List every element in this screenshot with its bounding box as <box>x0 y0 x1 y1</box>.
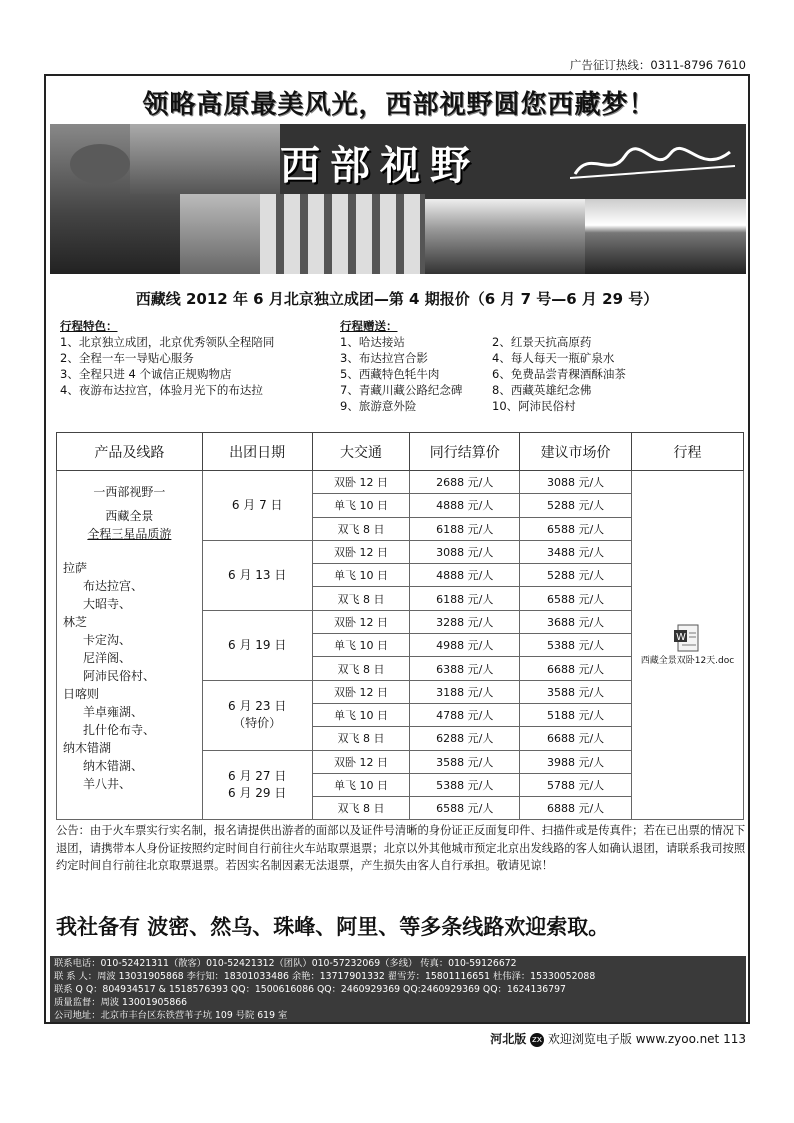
contact-line: 质量监督：周波 13001905866 <box>54 997 188 1008</box>
gift-item: 10、阿沛民俗村 <box>492 399 576 413</box>
route-stop: 大昭寺、 <box>83 597 132 611</box>
market-price-cell: 3488 元/人 <box>520 540 632 563</box>
transport-cell: 单飞 10 日 <box>312 703 410 726</box>
gift-item: 4、每人每天一瓶矿泉水 <box>492 351 615 365</box>
transport-cell: 双飞 8 日 <box>312 587 410 610</box>
departure-date-cell <box>202 471 312 541</box>
brand-logo-text: 西部视野 <box>280 142 480 189</box>
prayer-wheels-photo <box>260 194 425 274</box>
departure-date: 6 月 27 日 <box>228 769 287 783</box>
product-line: 全程三星品质游 <box>87 527 172 541</box>
contact-line: 公司地址：北京市丰台区东铁营苇子坑 109 号院 619 室 <box>54 1010 288 1021</box>
feature-item: 3、全程只进 4 个诚信正规购物店 <box>60 367 232 381</box>
market-price-cell: 3988 元/人 <box>520 750 632 773</box>
col-header-market-price: 建议市场价 <box>520 433 632 471</box>
price-period-title: 西藏线 2012 年 6 月北京独立成团—第 4 期报价（6 月 7 号—6 月 29 号） <box>135 290 659 308</box>
fur-hat-shape <box>70 144 130 184</box>
route-stop: 阿沛民俗村、 <box>83 669 156 683</box>
snow-mountain-lake-photo <box>585 199 746 274</box>
market-price-cell: 6688 元/人 <box>520 727 632 750</box>
feature-item: 1、北京独立成团，北京优秀领队全程陪同 <box>60 335 275 349</box>
footer-text: 欢迎浏览电子版 www.zyoo.net <box>547 1032 720 1046</box>
trade-price-cell: 4888 元/人 <box>410 564 520 587</box>
contact-line: 联系 Q Q：804934517 & 1518576393 QQ：1500616086 QQ：2460929369 QQ:2460929369 QQ：1624136797 <box>54 984 566 995</box>
transport-cell: 双飞 8 日 <box>312 797 410 820</box>
banner-photo-strip <box>50 124 746 274</box>
col-header-date: 出团日期 <box>202 433 312 471</box>
trade-price-cell: 4788 元/人 <box>410 703 520 726</box>
trade-price-cell: 3588 元/人 <box>410 750 520 773</box>
trade-price-cell: 3288 元/人 <box>410 610 520 633</box>
zx-badge-icon: zx <box>532 1034 543 1045</box>
market-price-cell: 6588 元/人 <box>520 587 632 610</box>
brand-signature-logo <box>570 144 740 184</box>
transport-cell: 双卧 12 日 <box>312 750 410 773</box>
gifts-title: 行程赠送： <box>340 319 398 333</box>
departure-date-cell <box>202 680 312 750</box>
gift-item: 7、青藏川藏公路纪念碑 <box>340 383 463 397</box>
departure-date: 6 月 19 日 <box>228 637 287 652</box>
trade-price-cell: 6188 元/人 <box>410 587 520 610</box>
table-row <box>57 471 744 494</box>
route-stop: 纳木错湖、 <box>83 759 144 773</box>
transport-cell: 单飞 10 日 <box>312 494 410 517</box>
route-stop: 尼洋阁、 <box>83 651 132 665</box>
departure-date-cell <box>202 610 312 680</box>
route-stop: 布达拉宫、 <box>83 579 144 593</box>
transport-cell: 双飞 8 日 <box>312 727 410 750</box>
notice-text: 公告：由于火车票实行实名制，报名请提供出游者的面部以及证件号清晰的身份证正反面复印件、扫描件或是传真件；若在已出票的情况下退团，请携带本人身份证按照约定时间自行前往火车站取票退票；北京以外其他城市预定北京出发线路的客人如确认退团，请联系我司按照约定时间自行前往北京取票退票。若因实名制因素无法退票，产生损失由客人自行承担。敬请见谅！ <box>56 824 746 872</box>
route-stop: 卡定沟、 <box>83 633 132 647</box>
ad-frame <box>44 74 750 1024</box>
gift-item: 9、旅游意外险 <box>340 399 417 413</box>
route-stop: 纳木错湖 <box>63 741 112 755</box>
transport-cell: 单飞 10 日 <box>312 634 410 657</box>
product-route-cell <box>57 471 203 820</box>
gift-item: 6、免费品尝青稞酒酥油茶 <box>492 367 626 381</box>
mountain-lake-photo <box>425 199 585 274</box>
transport-cell: 双卧 12 日 <box>312 540 410 563</box>
route-stop: 林芝 <box>63 615 88 629</box>
market-price-cell: 6588 元/人 <box>520 517 632 540</box>
feature-item: 4、夜游布达拉宫，体验月光下的布达拉 <box>60 383 263 397</box>
col-header-itinerary: 行程 <box>631 433 743 471</box>
departure-date: 6 月 23 日 <box>228 699 287 714</box>
price-table <box>56 432 744 820</box>
features-title: 行程特色： <box>60 319 118 333</box>
routes-promo: 我社备有 波密、然乌、珠峰、阿里、等多条线路欢迎索取。 <box>56 915 610 939</box>
itinerary-cell <box>631 471 743 820</box>
trade-price-cell: 3088 元/人 <box>410 540 520 563</box>
transport-cell: 双卧 12 日 <box>312 680 410 703</box>
product-line: 西藏全景 <box>105 509 154 523</box>
gifts-block-col2 <box>492 334 626 414</box>
edition-label: 河北版 <box>490 1032 527 1046</box>
market-price-cell: 6888 元/人 <box>520 797 632 820</box>
gift-item: 1、哈达接站 <box>340 335 405 349</box>
market-price-cell: 3688 元/人 <box>520 610 632 633</box>
trade-price-cell: 4988 元/人 <box>410 634 520 657</box>
contact-line: 联系电话：010-52421311（散客）010-52421312（团队）010-57232069（多线） 传真：010-59126672 <box>54 958 517 969</box>
market-price-cell: 5288 元/人 <box>520 494 632 517</box>
potala-palace-photo <box>130 124 280 194</box>
gift-item: 3、布达拉宫合影 <box>340 351 428 365</box>
page-number: 113 <box>723 1032 746 1046</box>
gift-item: 2、红景天抗高原药 <box>492 335 592 349</box>
gifts-block-col1 <box>340 318 462 414</box>
route-stop: 扎什伦布寺、 <box>83 723 156 737</box>
col-header-trade-price: 同行结算价 <box>410 433 520 471</box>
attachment-filename: 西藏全景双卧12天.doc <box>640 655 735 666</box>
transport-cell: 双飞 8 日 <box>312 657 410 680</box>
contact-bar <box>50 956 746 1022</box>
transport-cell: 单飞 10 日 <box>312 564 410 587</box>
departure-note: 6 月 29 日 <box>228 786 287 800</box>
transport-cell: 双卧 12 日 <box>312 471 410 494</box>
trade-price-cell: 5388 元/人 <box>410 773 520 796</box>
col-header-transport: 大交通 <box>312 433 410 471</box>
gift-item: 5、西藏特色牦牛肉 <box>340 367 440 381</box>
word-document-icon <box>674 624 700 652</box>
transport-cell: 单飞 10 日 <box>312 773 410 796</box>
market-price-cell: 5788 元/人 <box>520 773 632 796</box>
gift-item: 8、西藏英雄纪念佛 <box>492 383 592 397</box>
feature-item: 2、全程一车一导贴心服务 <box>60 351 194 365</box>
features-block <box>60 318 274 398</box>
departure-date: 6 月 13 日 <box>228 567 287 582</box>
trade-price-cell: 6188 元/人 <box>410 517 520 540</box>
lake-photo-1 <box>180 194 260 274</box>
departure-note: （特价） <box>233 716 282 731</box>
trade-price-cell: 6588 元/人 <box>410 797 520 820</box>
market-price-cell: 5388 元/人 <box>520 634 632 657</box>
trade-price-cell: 3188 元/人 <box>410 680 520 703</box>
departure-date-cell <box>202 540 312 610</box>
headline: 领略高原最美风光，西部视野圆您西藏梦！ <box>142 90 656 120</box>
trade-price-cell: 6388 元/人 <box>410 657 520 680</box>
page-footer <box>490 1030 746 1047</box>
route-stop: 日喀则 <box>63 687 100 701</box>
market-price-cell: 6688 元/人 <box>520 657 632 680</box>
market-price-cell: 3088 元/人 <box>520 471 632 494</box>
contact-line: 联 系 人：周波 13031905868 李行知：18301033486 余艳：13717901332 翟雪芳：15801116651 杜伟泽：15330052088 <box>54 971 596 982</box>
svg-text:W: W <box>676 631 687 643</box>
transport-cell: 双卧 12 日 <box>312 610 410 633</box>
route-stop: 羊卓雍湖、 <box>83 705 144 719</box>
trade-price-cell: 2688 元/人 <box>410 471 520 494</box>
market-price-cell: 5288 元/人 <box>520 564 632 587</box>
col-header-product: 产品及线路 <box>57 433 203 471</box>
table-header-row <box>57 433 744 471</box>
itinerary-doc-attachment[interactable] <box>637 624 737 667</box>
departure-date-cell <box>202 750 312 820</box>
product-brand: 一西部视野一 <box>93 485 166 499</box>
market-price-cell: 3588 元/人 <box>520 680 632 703</box>
transport-cell: 双飞 8 日 <box>312 517 410 540</box>
trade-price-cell: 6288 元/人 <box>410 727 520 750</box>
market-price-cell: 5188 元/人 <box>520 703 632 726</box>
trade-price-cell: 4888 元/人 <box>410 494 520 517</box>
ad-hotline: 广告征订热线：0311-8796 7610 <box>569 58 746 72</box>
route-stop: 羊八井、 <box>83 777 132 791</box>
route-stop: 拉萨 <box>63 561 88 575</box>
departure-date: 6 月 7 日 <box>231 497 283 512</box>
